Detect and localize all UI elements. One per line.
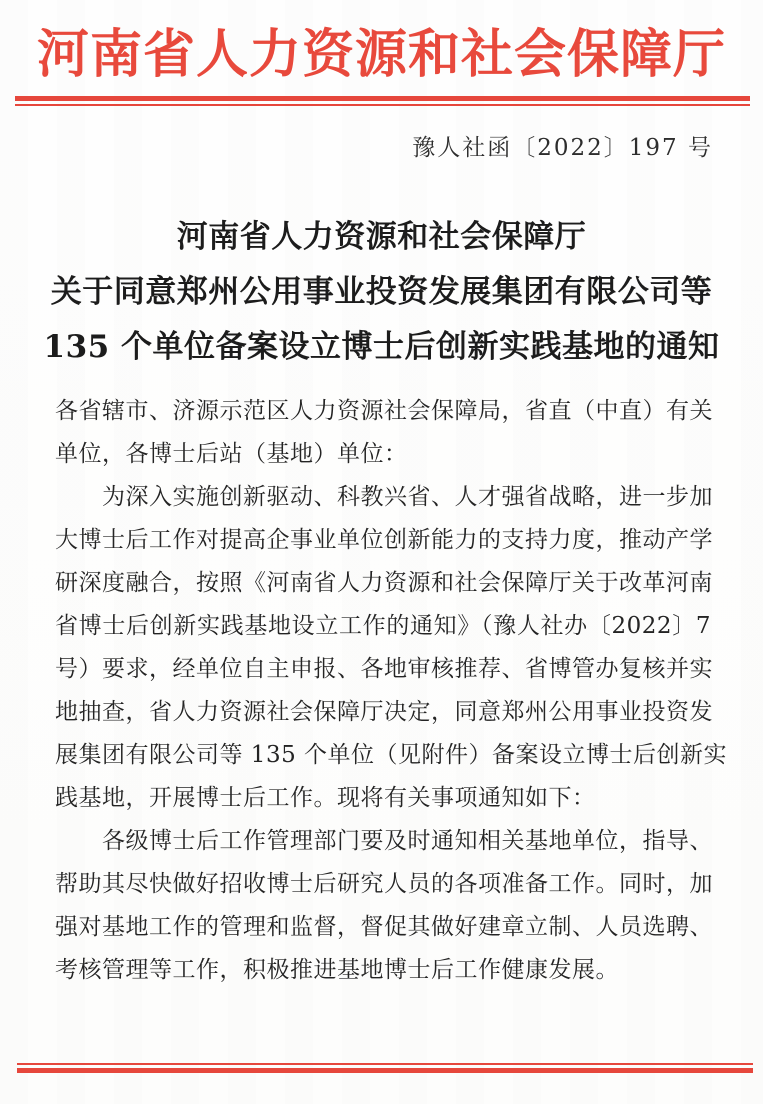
letterhead-divider [15,96,750,106]
body-line: 研深度融合，按照《河南省人力资源和社会保障厅关于改革河南 [55,570,713,596]
body-line: 地抽查，省人力资源社会保障厅决定，同意郑州公用事业投资发 [55,699,713,725]
body-line: 为深入实施创新驱动、科教兴省、人才强省战略，进一步加 [55,484,713,510]
document-title-line-2: 关于同意郑州公用事业投资发展集团有限公司等 [50,274,713,310]
body-line: 帮助其尽快做好招收博士后研究人员的各项准备工作。同时，加 [55,871,713,897]
body-line: 单位，各博士后站（基地）单位： [55,441,408,467]
body-line: 号）要求，经单位自主申报、各地审核推荐、省博管办复核并实 [55,656,713,682]
body-line: 践基地，开展博士后工作。现将有关事项通知如下： [55,785,596,811]
letterhead-org-name: 河南省人力资源和社会保障厅 [36,24,726,85]
body-line: 大博士后工作对提高企事业单位创新能力的支持力度，推动产学 [55,527,713,553]
body-line: 省博士后创新实践基地设立工作的通知》（豫人社办〔2022〕7 [55,613,711,639]
footer-divider-thick-line [17,1068,753,1073]
footer-divider [17,1063,753,1073]
body-line: 强对基地工作的管理和监督，督促其做好建章立制、人员选聘、 [55,914,713,940]
document-number: 豫人社函〔2022〕197 号 [412,135,713,161]
body-line: 考核管理等工作，积极推进基地博士后工作健康发展。 [55,957,619,983]
document-title-line-1: 河南省人力资源和社会保障厅 [176,219,587,255]
body-line: 各省辖市、济源示范区人力资源社会保障局，省直（中直）有关 [55,398,713,424]
document-title-line-3: 135 个单位备案设立博士后创新实践基地的通知 [43,329,720,365]
divider-thin-line [15,104,750,106]
body-line: 展集团有限公司等 135 个单位（见附件）备案设立博士后创新实 [55,742,728,768]
document-body [55,390,728,992]
document-title [30,210,733,375]
body-line: 各级博士后工作管理部门要及时通知相关基地单位，指导、 [55,828,713,854]
